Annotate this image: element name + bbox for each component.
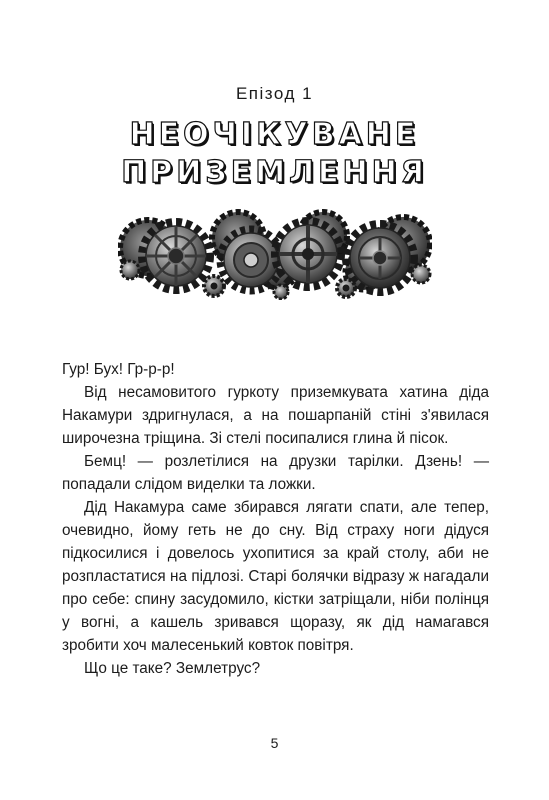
- chapter-title-line-1: НЕОЧІКУВАНЕ: [129, 117, 420, 152]
- gear-left: [142, 222, 210, 290]
- chapter-title: [0, 116, 549, 192]
- page-number: 5: [270, 735, 279, 751]
- chapter-title-line-2: ПРИЗЕМЛЕННЯ: [121, 155, 428, 190]
- paragraph-2: Від несамовитого гуркоту приземкувата хатина діда Накамури здригнулася, а на пошарпаній стіні з'явилася широчезна тріщина. Зі стелі посипалися глина й пісок.: [62, 384, 489, 447]
- gears-ornament-icon: [118, 208, 432, 300]
- paragraph-5: Що це таке? Землетрус?: [84, 660, 261, 677]
- paragraph-3: Бемц! — розлетілися на друзки тарілки. Дзень! — попадали слідом виделки та ложки.: [62, 453, 489, 493]
- paragraph-1: Гур! Бух! Гр-р-р!: [62, 361, 175, 378]
- chapter-body: [62, 358, 489, 680]
- episode-label: Епізод 1: [235, 84, 314, 103]
- paragraph-4: Дід Накамура саме збирався лягати спати, але тепер, очевидно, йому геть не до сну. Від страху ноги дідуся підкосилися і довелось ухопитися за край столу, аби не розпластатися на підлозі. Старі болячки відразу ж нагадали про себе: спину засудомило, кістки затріщали, ніби полінця у вогні, а кашель зривався щоразу, як дід намагався зробити хоч малесенький ковток повітря.: [62, 499, 489, 654]
